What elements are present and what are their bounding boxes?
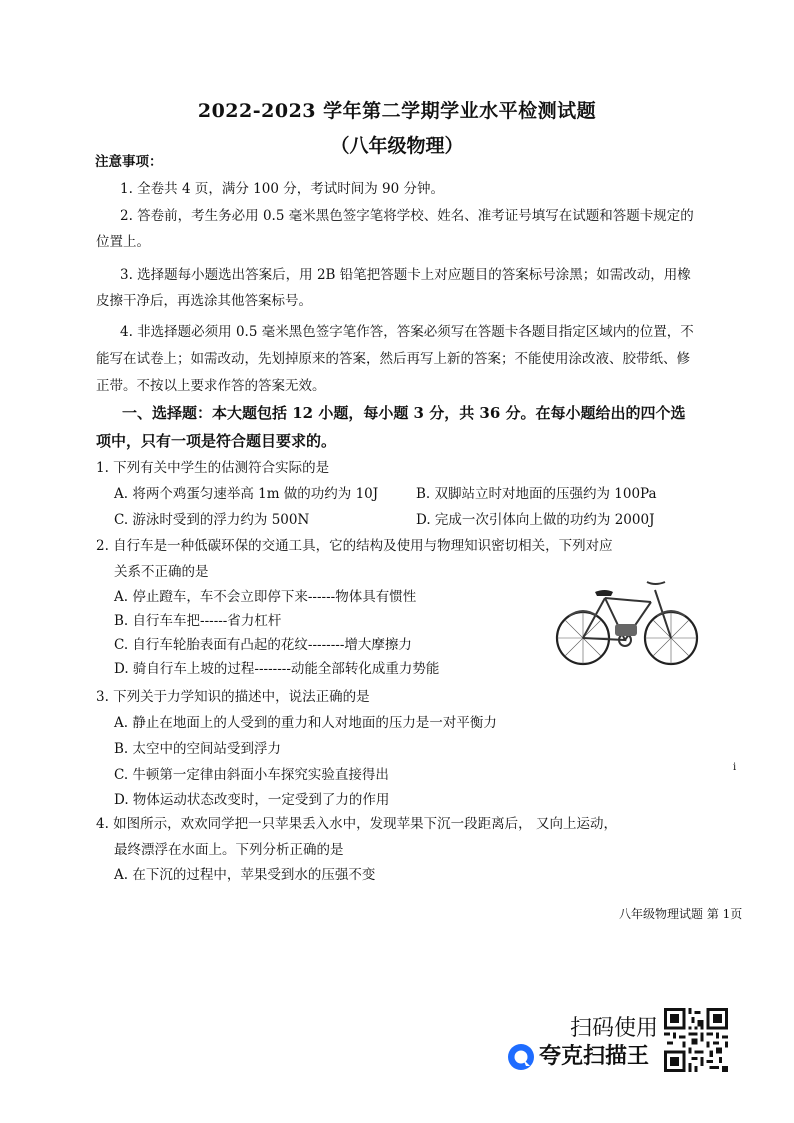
note-line: 能写在试卷上；如需改动，先划掉原来的答案，然后再写上新的答案；不能使用涂改液、胶带纸、修 <box>96 351 690 367</box>
note-line: 1. 全卷共 4 页，满分 100 分，考试时间为 90 分钟。 <box>120 181 444 197</box>
question-2-option-c: C. 自行车轮胎表面有凸起的花纹--------增大摩擦力 <box>114 637 412 653</box>
notes-heading: 注意事项： <box>95 154 163 170</box>
question-3-option-a: A. 静止在地面上的人受到的重力和人对地面的压力是一对平衡力 <box>114 715 497 731</box>
section-heading: 一、选择题：本大题包括 12 小题，每小题 3 分，共 36 分。在每小题给出的四个选 <box>122 404 686 422</box>
question-2-option-d: D. 骑自行车上坡的过程--------动能全部转化成重力势能 <box>114 661 440 677</box>
note-line: 位置上。 <box>96 234 150 250</box>
question-3-stem: 3. 下列关于力学知识的描述中，说法正确的是 <box>96 689 370 705</box>
exam-subtitle: （八年级物理） <box>330 135 464 157</box>
note-line: 4. 非选择题必须用 0.5 毫米黑色签字笔作答，答案必须写在答题卡各题目指定区域内的位置，不 <box>120 324 694 340</box>
scanner-logo-icon <box>507 1043 535 1071</box>
question-2-stem: 2. 自行车是一种低碳环保的交通工具，它的结构及使用与物理知识密切相关，下列对应 <box>96 538 613 554</box>
question-4-stem: 4. 如图所示，欢欢同学把一只苹果丢入水中，发现苹果下沉一段距离后， 又向上运动， <box>96 816 617 832</box>
question-4-stem-cont: 最终漂浮在水面上。下列分析正确的是 <box>114 842 344 858</box>
qr-code-icon[interactable] <box>664 1008 728 1072</box>
note-line: 皮擦干净后，再选涂其他答案标号。 <box>96 293 312 309</box>
question-3-option-b: B. 太空中的空间站受到浮力 <box>114 741 282 757</box>
question-2-option-a: A. 停止蹬车，车不会立即停下来------物体具有惯性 <box>114 589 417 605</box>
question-3-option-d: D. 物体运动状态改变时，一定受到了力的作用 <box>114 792 390 808</box>
question-4-option-a: A. 在下沉的过程中，苹果受到水的压强不变 <box>114 867 376 883</box>
note-line: 2. 答卷前，考生务必用 0.5 毫米黑色签字笔将学校、姓名、准考证号填写在试题和答题卡规定的 <box>120 208 694 224</box>
question-3-option-c: C. 牛顿第一定律由斜面小车探究实验直接得出 <box>114 767 389 783</box>
margin-mark: i <box>733 762 737 773</box>
question-1-option-c: C. 游泳时受到的浮力约为 500N <box>114 512 310 528</box>
question-1-stem: 1. 下列有关中学生的估测符合实际的是 <box>96 460 330 476</box>
question-2-stem-cont: 关系不正确的是 <box>114 564 209 580</box>
note-line: 3. 选择题每小题选出答案后，用 2B 铅笔把答题卡上对应题目的答案标号涂黑；如需改动，用橡 <box>120 267 691 283</box>
section-heading-cont: 项中，只有一项是符合题目要求的。 <box>96 432 337 450</box>
page-footer: 八年级物理试题 第 1页 <box>619 907 743 921</box>
scanner-brand-name: 夸克扫描王 <box>539 1044 650 1069</box>
question-2-option-b: B. 自行车车把------省力杠杆 <box>114 613 282 629</box>
question-1-option-a: A. 将两个鸡蛋匀速举高 1m 做的功约为 10J <box>114 486 379 502</box>
scan-slogan: 扫码使用 <box>570 1016 659 1041</box>
note-line: 正带。不按以上要求作答的答案无效。 <box>96 378 326 394</box>
bicycle-image <box>555 568 701 670</box>
exam-title: 2022-2023 学年第二学期学业水平检测试题 <box>197 100 597 122</box>
question-1-option-b: B. 双脚站立时对地面的压强约为 100Pa <box>416 486 657 502</box>
question-1-option-d: D. 完成一次引体向上做的功约为 2000J <box>416 512 655 528</box>
